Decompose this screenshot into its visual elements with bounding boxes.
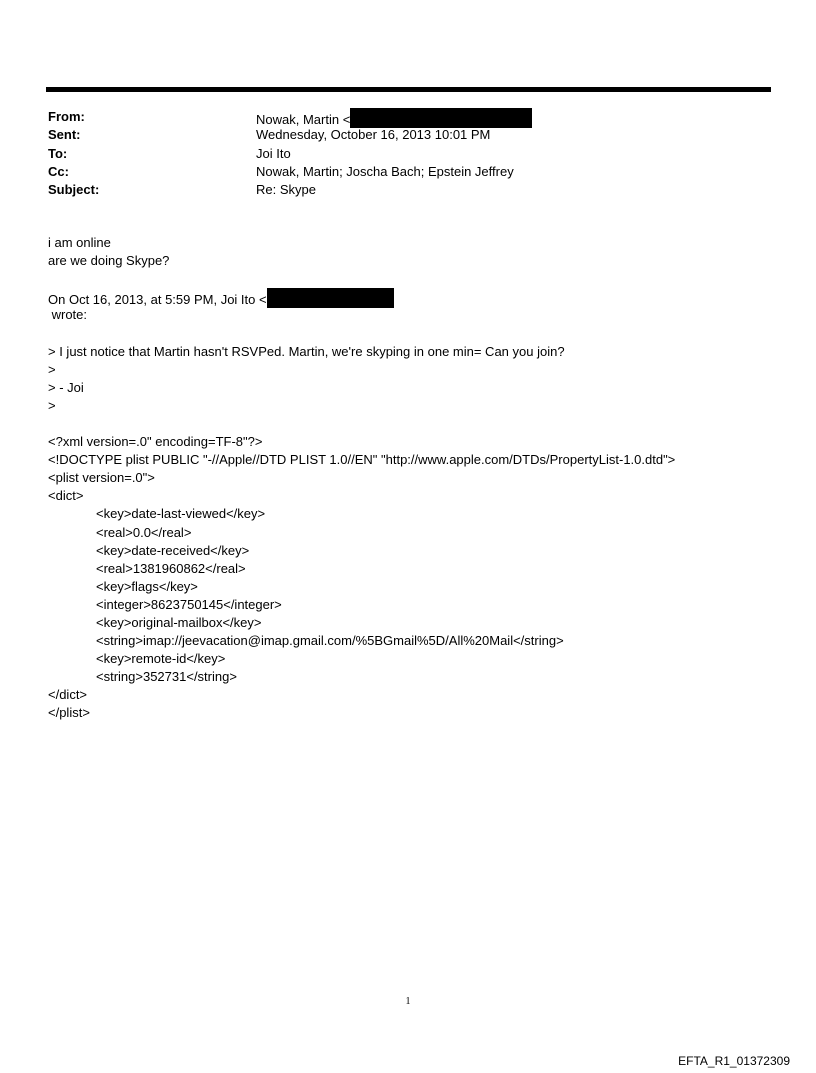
- plist-entry: <key>remote-id</key>: [96, 651, 226, 667]
- quote-line: >: [48, 361, 56, 377]
- subject-row: [48, 181, 748, 199]
- from-row: [48, 108, 748, 126]
- quote-line: >: [48, 397, 56, 413]
- to-row: [48, 145, 748, 163]
- plist-entry: <string>352731</string>: [96, 669, 237, 685]
- body-line: i am online: [48, 235, 111, 250]
- to-label: To:: [48, 145, 68, 161]
- plist-line: <!DOCTYPE plist PUBLIC "-//Apple//DTD PLIST 1.0//EN" "http://www.apple.com/DTDs/PropertyList-1.0.dtd">: [48, 452, 676, 468]
- plist-entry: <real>0.0</real>: [96, 524, 192, 540]
- quote-line: > - Joi: [48, 379, 84, 395]
- cc-label: Cc:: [48, 163, 69, 179]
- cc-row: [48, 163, 748, 181]
- attribution-line: wrote:: [48, 307, 88, 323]
- plist-line: <dict>: [48, 488, 84, 504]
- from-label: From:: [48, 109, 85, 124]
- quote-line: > I just notice that Martin hasn't RSVPed. Martin, we're skyping in one min= Can you join?: [48, 343, 565, 359]
- plist-line: </plist>: [48, 705, 90, 721]
- bates-number: EFTA_R1_01372309: [678, 1054, 790, 1068]
- page-number: 1: [405, 996, 411, 1007]
- subject-value: Re: Skype: [256, 182, 316, 198]
- plist-entry: <integer>8623750145</integer>: [96, 596, 282, 612]
- sent-label: Sent:: [48, 127, 81, 143]
- plist-entry: <real>1381960862</real>: [96, 560, 246, 576]
- spacer: [48, 415, 788, 433]
- sent-value: Wednesday, October 16, 2013 10:01 PM: [256, 127, 491, 143]
- email-header: [48, 108, 748, 199]
- header-rule: [46, 87, 771, 92]
- plist-entry: <key>original-mailbox</key>: [96, 614, 262, 630]
- plist-entry: <key>flags</key>: [96, 578, 198, 594]
- plist-line: <?xml version=.0" encoding=TF-8"?>: [48, 434, 263, 450]
- from-name: Nowak, Martin <: [256, 112, 351, 127]
- plist-line: <plist version=.0">: [48, 470, 155, 486]
- plist-line: </dict>: [48, 687, 88, 703]
- attribution-text: On Oct 16, 2013, at 5:59 PM, Joi Ito <: [48, 292, 267, 308]
- plist-entry: <string>imap://jeevacation@imap.gmail.com/%5BGmail%5D/All%20Mail</string>: [96, 633, 564, 649]
- plist-entry: <key>date-last-viewed</key>: [96, 506, 266, 522]
- cc-value: Nowak, Martin; Joscha Bach; Epstein Jeffrey: [256, 163, 514, 179]
- body-line: are we doing Skype?: [48, 253, 170, 269]
- redaction-box: [267, 288, 394, 308]
- subject-label: Subject:: [48, 182, 100, 198]
- attribution-line: [48, 288, 788, 306]
- redaction-box: [350, 108, 532, 128]
- to-value: Joi Ito: [256, 145, 291, 161]
- plist-entry: <key>date-received</key>: [96, 542, 250, 558]
- spacer: [48, 324, 788, 342]
- email-body: [48, 234, 788, 723]
- sent-row: [48, 126, 748, 144]
- spacer: [48, 270, 788, 288]
